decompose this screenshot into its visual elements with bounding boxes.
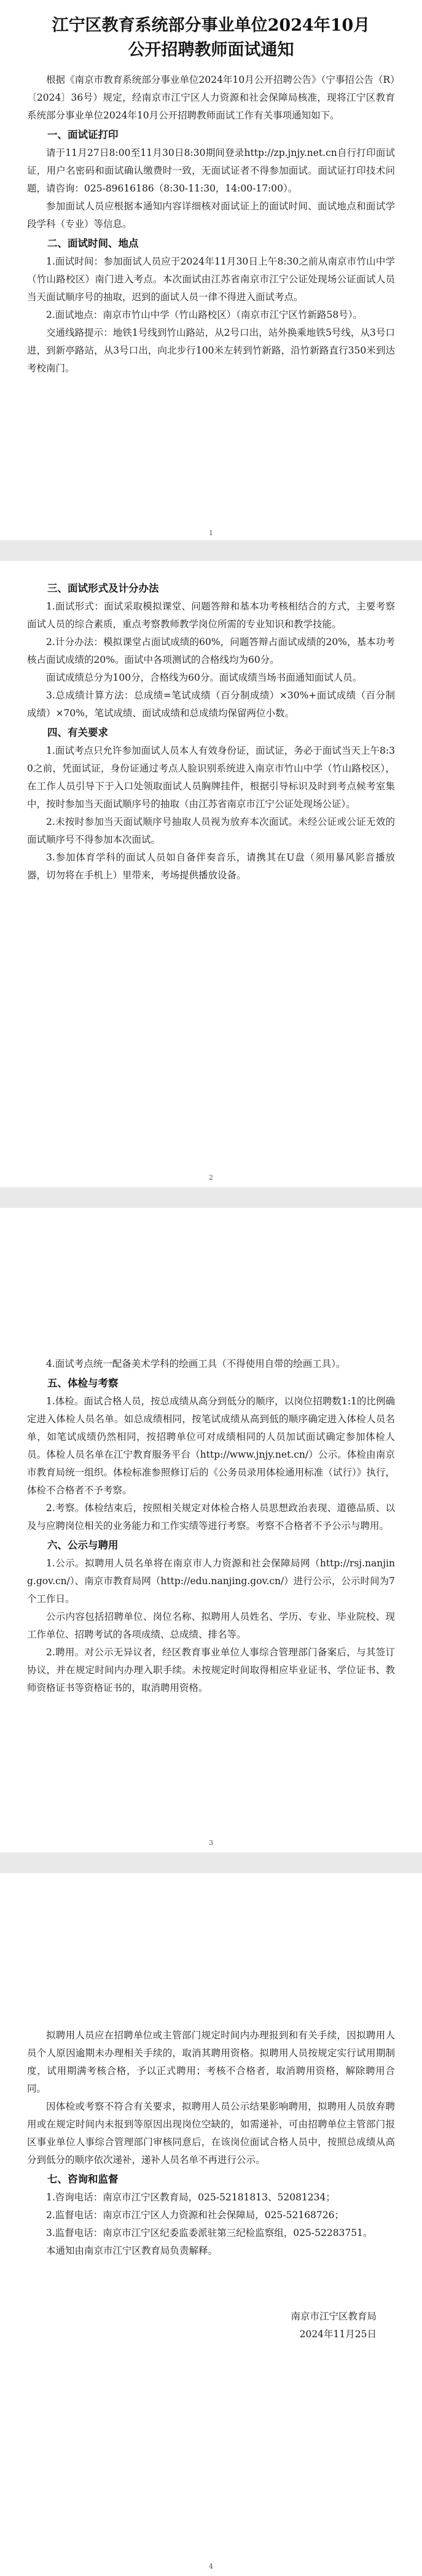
section-4-heading: 四、有关要求 [47,727,108,738]
section-6-paragraph-5: 因体检或考察不符合有关要求，拟聘用人员公示结果影响聘用，拟聘用人员放弃聘用或在规定时间内未报到等原因出现岗位空缺的，如需递补，可由招聘单位主管部门报区事业单位人事综合管理部门审核同意后，在该岗位面试合格人员中，按照总成绩从高分到低分的顺序依次递补，递补人员名单不再进行公示。 [27,2101,395,2165]
page-number-2: 2 [209,1174,213,1182]
section-1-paragraph-1: 请于11月27日8:00至11月30日8:30期间登录http://zp.jnjy.net.cn自行打印面试证，用户名密码和面试确认缴费时一致，无面试证者不得参加面试。面试证打印技术问题，请咨询：025-89616186（8:30-11:30，14:00-17:00）。 [27,147,395,194]
page-separator [0,540,422,561]
section-7-paragraph-2: 2.监督电话：南京市江宁区人力资源和社会保障局，025-52168726； [46,2210,345,2221]
section-5-paragraph-2: 2.考察。体检结束后，按照相关规定对体检合格人员思想政治表现、道德品质、以及与应聘岗位相关的业务能力和工作实绩等进行考察。考察不合格者不予公示与聘用。 [27,1503,395,1531]
section-3-heading: 三、面试形式及计分办法 [47,582,159,594]
section-1-paragraph-2: 参加面试人员应根据本通知内容详细核对面试证上的面试时间、面试地点和面试学段学科（专业）等信息。 [27,201,395,230]
section-2-paragraph-1: 1.面试时间：参加面试人员应于2024年11月30日上午8:30之前从南京市竹山中学（竹山路校区）南门进入考点。本次面试由江苏省南京市江宁公证处现场公证面试人员当天面试顺序号的抽取，迟到的面试人员一律不得进入面试考点。 [27,256,395,303]
document-page-4 [0,1873,422,2576]
section-3-paragraph-3: 面试成绩总分为100分，合格线为60分。面试成绩当场书面通知面试人员。 [46,672,362,683]
page-number-4: 4 [209,2562,213,2570]
section-4-paragraph-1: 1.面试考点只允许参加面试人员本人有效身份证，面试证，务必于面试当天上午8:30之前，凭面试证，身份证通过考点人脸识别系统进入南京市竹山中学（竹山路校区），在工作人员引导下于入口处领取面试人员胸牌挂件，根据引导标识及时到考点候考室集中，按时参加当天面试顺序号的抽取（由江苏省南京市江宁公证处现场公证）。 [27,745,395,810]
section-4-paragraph-4: 4.面试考点统一配备美术学科的绘画工具（不得使用自带的绘画工具）。 [46,1358,346,1369]
page-title-line-2: 公开招聘教师面试通知 [128,41,294,60]
section-3-paragraph-4: 3.总成绩计算方法：总成绩=笔试成绩（百分制成绩）×30%+面试成绩（百分制成绩）×70%，笔试成绩、面试成绩和总成绩均保留两位小数。 [27,690,395,719]
page-separator [0,1187,422,1208]
section-6-paragraph-1: 1.公示。拟聘用人员名单将在南京市人力资源和社会保障局网（http://rsj.nanjing.gov.cn/）、南京市教育局网（http://edu.nanjing.gov.cn/）进行公示，公示时间为7个工作日。 [27,1558,395,1604]
section-7-paragraph-3: 3.监督电话：南京市江宁区纪委监委派驻第三纪检监察组，025-52283751。 [46,2227,373,2238]
document-page-2 [0,561,422,1187]
section-3-paragraph-1: 1.面试形式：面试采取模拟课堂、问题答辩和基本功考核相结合的方式，主要考察面试人员的综合素质，重点考察教师教学岗位所需的专业知识和教学技能。 [27,601,395,630]
intro-paragraph: 根据《南京市教育系统部分事业单位2024年10月公开招聘公告》（宁事招公告（R）〔2024〕36号）规定，经南京市江宁区人力资源和社会保障局核准，现将江宁区教育系统部分事业单位2024年10月公开招聘教师面试工作有关事项通知如下。 [27,74,395,121]
section-4-paragraph-2: 2.未按时参加当天面试顺序号抽取人员视为放弃本次面试。未经公证或公证无效的面试顺序号不得参加本次面试。 [27,816,395,845]
section-4-paragraph-3: 3.参加体育学科的面试人员如自备伴奏音乐，请携其在U盘（须用暴风影音播放器，切勿将在手机上）里带来，考场提供播放设备。 [27,852,395,881]
section-2-paragraph-2: 2.面试地点：南京市竹山中学（竹山路校区）（南京市江宁区竹新路58号）。 [46,309,363,320]
section-3-paragraph-2: 2.计分办法：模拟课堂占面试成绩的60%，问题答辩占面试成绩的20%，基本功考核占面试成绩的20%。面试中各项测试的合格线均为60分。 [27,636,395,665]
page-number-1: 1 [209,529,213,537]
section-2-paragraph-3: 交通线路提示：地铁1号线到竹山路站，从2号口出，站外换乘地铁5号线，从3号口进，到新亭路站，从3号口出，向北步行100米左转到竹新路，沿竹新路直行350米到达考校南门。 [27,327,395,374]
section-5-heading: 五、体检与考察 [47,1377,119,1389]
page-separator [0,1852,422,1873]
page-number-3: 3 [209,1839,213,1847]
section-7-heading: 七、咨询和监督 [47,2173,119,2185]
page-title-line-1: 江宁区教育系统部分事业单位2024年10月 [52,16,370,35]
section-5-paragraph-1: 1.体检。面试合格人员，按总成绩从高分到低分的顺序，以岗位招聘数1:1的比例确定进入体检人员名单。如总成绩相同，按笔试成绩从高到低的顺序确定进入体检人员名单，如笔试成绩仍然相同，按招聘单位可对成绩相同的人员加试面试确定参加体检人员。体检人员名单在江宁教育服务平台（http://www.jnjy.net.cn/）公示。体检由南京市教育局统一组织。体检标准参照修订后的《公务员录用体检通用标准（试行）》执行，体检不合格者不予考察。 [27,1396,395,1496]
section-7-paragraph-1: 1.咨询电话：南京市江宁区教育局，025-52181813、52081234； [46,2192,335,2203]
section-6-paragraph-2: 公示内容包括招聘单位、岗位名称、拟聘用人员姓名、学历、专业、毕业院校、现工作单位、招聘考试的各项成绩、总成绩、排名等。 [27,1611,395,1640]
document-page-3 [0,1208,422,1852]
document-page-1 [0,0,422,540]
section-6-paragraph-3: 2.聘用。对公示无异议者，经区教育事业单位人事综合管理部门备案后，与其签订协议，并在规定时间内办理入职手续。未按规定时间取得相应毕业证书、学位证书、教师资格证书等资格证书的，取消聘用资格。 [27,1647,395,1693]
signature-date: 2024年11月25日 [299,2329,377,2340]
section-6-heading: 六、公示与聘用 [47,1539,119,1551]
section-2-heading: 二、面试时间、地点 [47,238,139,249]
signature-org: 南京市江宁区教育局 [291,2311,377,2322]
section-6-paragraph-4: 拟聘用人员应在招聘单位或主管部门规定时间内办理报到和有关手续，因拟聘用人员个人原因逾期未办理相关手续的，取消其聘用资格。拟聘用人员按规定实行试用期制度，试用期满考核合格，予以正式聘用；考核不合格者，取消聘用资格，解除聘用合同。 [27,2030,395,2094]
section-1-heading: 一、面试证打印 [47,129,119,141]
section-7-paragraph-4: 本通知由南京市江宁区教育局负责解释。 [46,2245,218,2256]
